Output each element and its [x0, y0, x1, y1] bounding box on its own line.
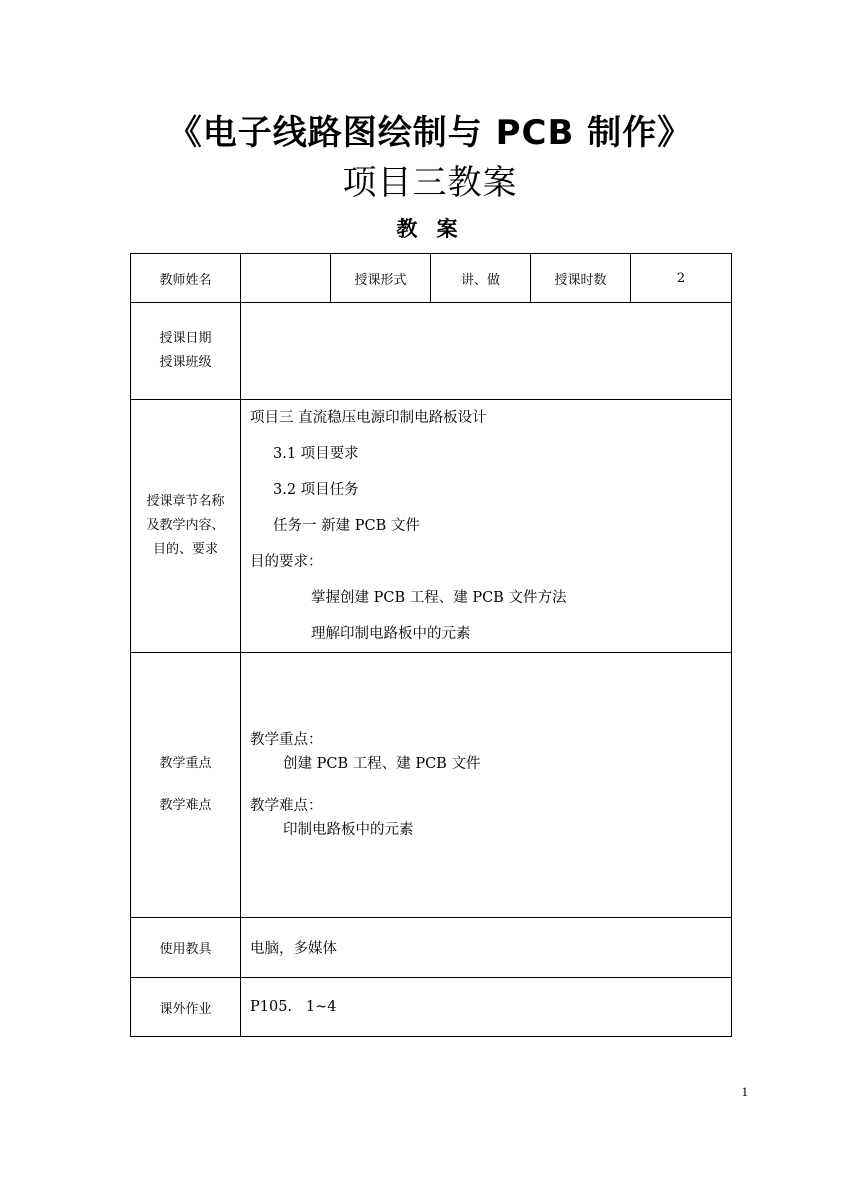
key-difficulty-content-cell [241, 653, 732, 918]
page-number: 1 [741, 1084, 748, 1099]
hours-label: 授课时数 [531, 254, 631, 303]
difficulty-item: 印制电路板中的元素 [283, 822, 414, 838]
difficulty-label: 教学难点 [159, 798, 212, 813]
key-item: 创建 PCB 工程、建 PCB 文件 [283, 756, 481, 772]
chapter-line: 任务一 新建 PCB 文件 [273, 518, 420, 534]
lesson-plan-table [130, 253, 732, 1037]
date-label: 授课日期 [159, 331, 212, 346]
chapter-label-line: 目的、要求 [152, 542, 218, 557]
hours-value: 2 [631, 254, 732, 303]
chapter-line: 理解印制电路板中的元素 [311, 626, 471, 642]
teacher-label: 教师姓名 [131, 254, 241, 303]
chapter-line: 掌握创建 PCB 工程、建 PCB 文件方法 [311, 590, 567, 606]
date-class-value [241, 303, 732, 400]
table-row [131, 254, 732, 303]
section-heading: 教 案 [396, 217, 464, 241]
chapter-label-line: 授课章节名称 [146, 494, 225, 509]
key-heading: 教学重点： [250, 732, 323, 748]
table-row [131, 303, 732, 400]
table-row [131, 400, 732, 653]
chapter-label-cell [131, 400, 241, 653]
teacher-value [241, 254, 331, 303]
key-difficulty-label-cell [131, 653, 241, 918]
chapter-content-cell [241, 400, 732, 653]
chapter-line: 目的要求： [250, 554, 323, 570]
chapter-line: 3.2 项目任务 [273, 482, 359, 498]
chapter-label-line: 及教学内容、 [146, 518, 225, 533]
table-row [131, 653, 732, 918]
homework-label: 课外作业 [131, 978, 241, 1037]
class-label: 授课班级 [159, 355, 212, 370]
form-label: 授课形式 [331, 254, 431, 303]
document-title: 《电子线路图绘制与 PCB 制作》 [167, 113, 693, 153]
date-class-label-cell [131, 303, 241, 400]
difficulty-heading: 教学难点： [250, 798, 323, 814]
tools-value: 电脑，多媒体 [241, 918, 732, 978]
table-row [131, 978, 732, 1037]
table-row [131, 918, 732, 978]
form-value: 讲、做 [431, 254, 531, 303]
chapter-line: 项目三 直流稳压电源印制电路板设计 [250, 410, 487, 426]
key-label: 教学重点 [159, 756, 212, 771]
homework-value: P105. 1~4 [241, 978, 732, 1037]
document-subtitle: 项目三教案 [342, 163, 518, 203]
tools-label: 使用教具 [131, 918, 241, 978]
chapter-line: 3.1 项目要求 [273, 446, 359, 462]
